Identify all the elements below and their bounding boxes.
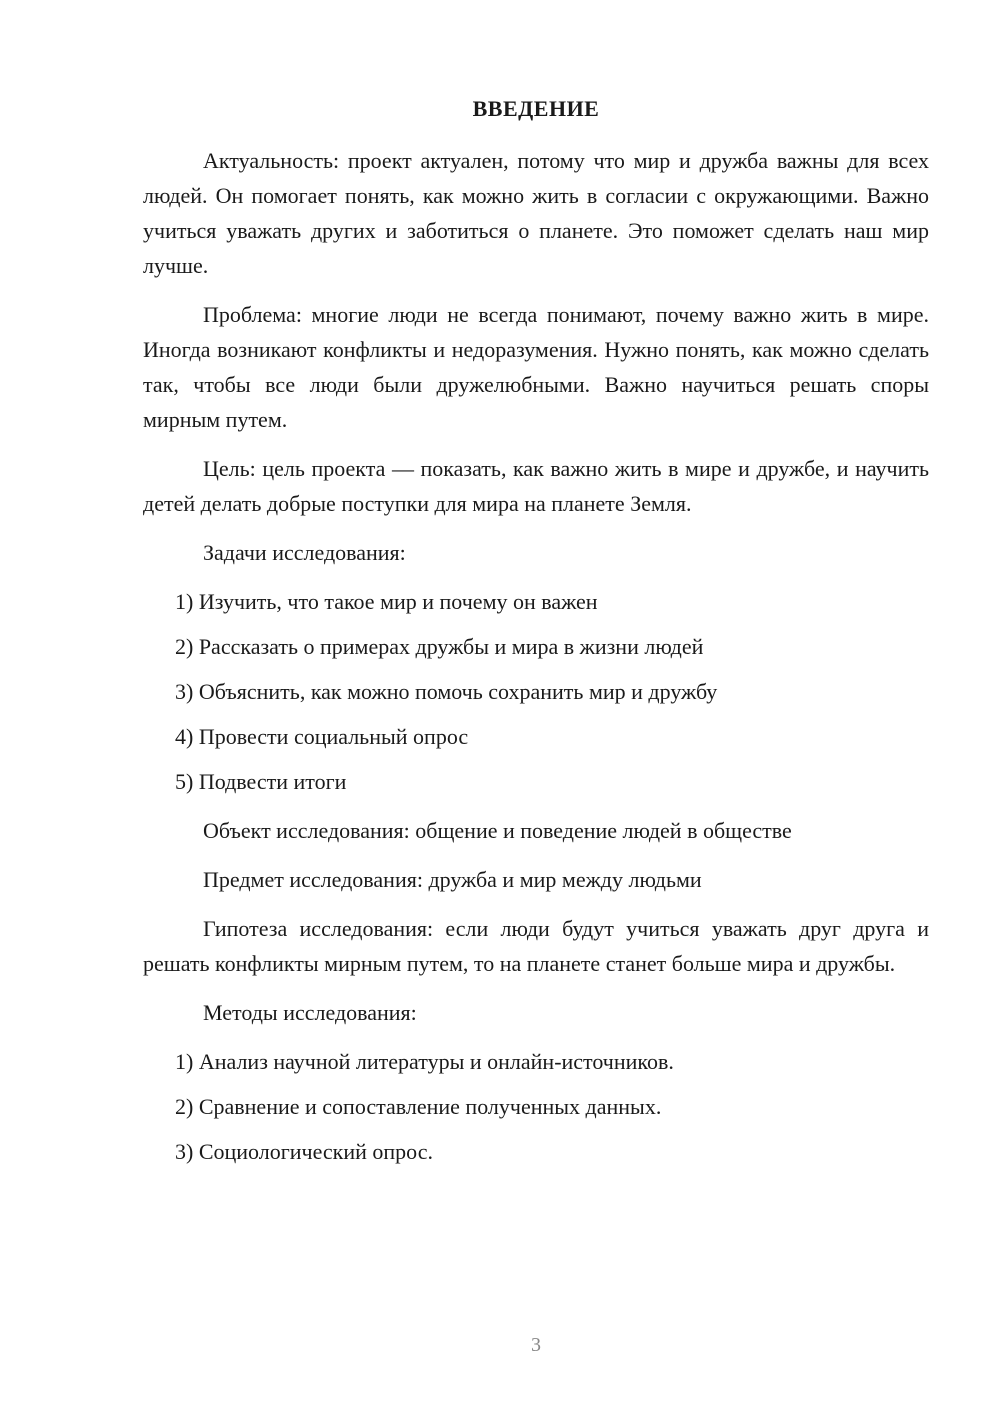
list-item: 1) Изучить, что такое мир и почему он важен [175, 589, 598, 614]
page-number: 3 [531, 1334, 541, 1356]
list-item: 4) Провести социальный опрос [175, 724, 469, 749]
subject-paragraph: Предмет исследования: дружба и мир между людьми [203, 867, 702, 892]
document-body [143, 143, 929, 1179]
list-item: 2) Рассказать о примерах дружбы и мира в жизни людей [175, 634, 704, 659]
problem-paragraph: Проблема: многие люди не всегда понимают, почему важно жить в мире. Иногда возникают конфликты и недоразумения. Нужно понять, как можно сделать так, чтобы все люди были дружелюбными. Важно научиться решать споры мирным путем. [143, 302, 929, 432]
methods-list [143, 1044, 929, 1169]
goal-paragraph: Цель: цель проекта — показать, как важно жить в мире и дружбе, и научить детей делать добрые поступки для мира на планете Земля. [143, 456, 929, 516]
list-item: 1) Анализ научной литературы и онлайн-источников. [175, 1049, 674, 1074]
relevance-paragraph: Актуальность: проект актуален, потому что мир и дружба важны для всех людей. Он помогает понять, как можно жить в согласии с окружающими. Важно учиться уважать других и заботиться о планете. Это поможет сделать наш мир лучше. [143, 148, 929, 278]
hypothesis-paragraph: Гипотеза исследования: если люди будут учиться уважать друг друга и решать конфликты мирным путем, то на планете станет больше мира и дружбы. [143, 916, 929, 976]
list-item: 5) Подвести итоги [175, 769, 347, 794]
tasks-heading: Задачи исследования: [203, 540, 406, 565]
list-item: 3) Объяснить, как можно помочь сохранить мир и дружбу [175, 679, 718, 704]
object-paragraph: Объект исследования: общение и поведение людей в обществе [203, 818, 792, 843]
page-title: ВВЕДЕНИЕ [472, 96, 600, 121]
list-item: 2) Сравнение и сопоставление полученных данных. [175, 1094, 662, 1119]
tasks-list [143, 584, 929, 799]
methods-heading: Методы исследования: [203, 1000, 417, 1025]
list-item: 3) Социологический опрос. [175, 1139, 433, 1164]
